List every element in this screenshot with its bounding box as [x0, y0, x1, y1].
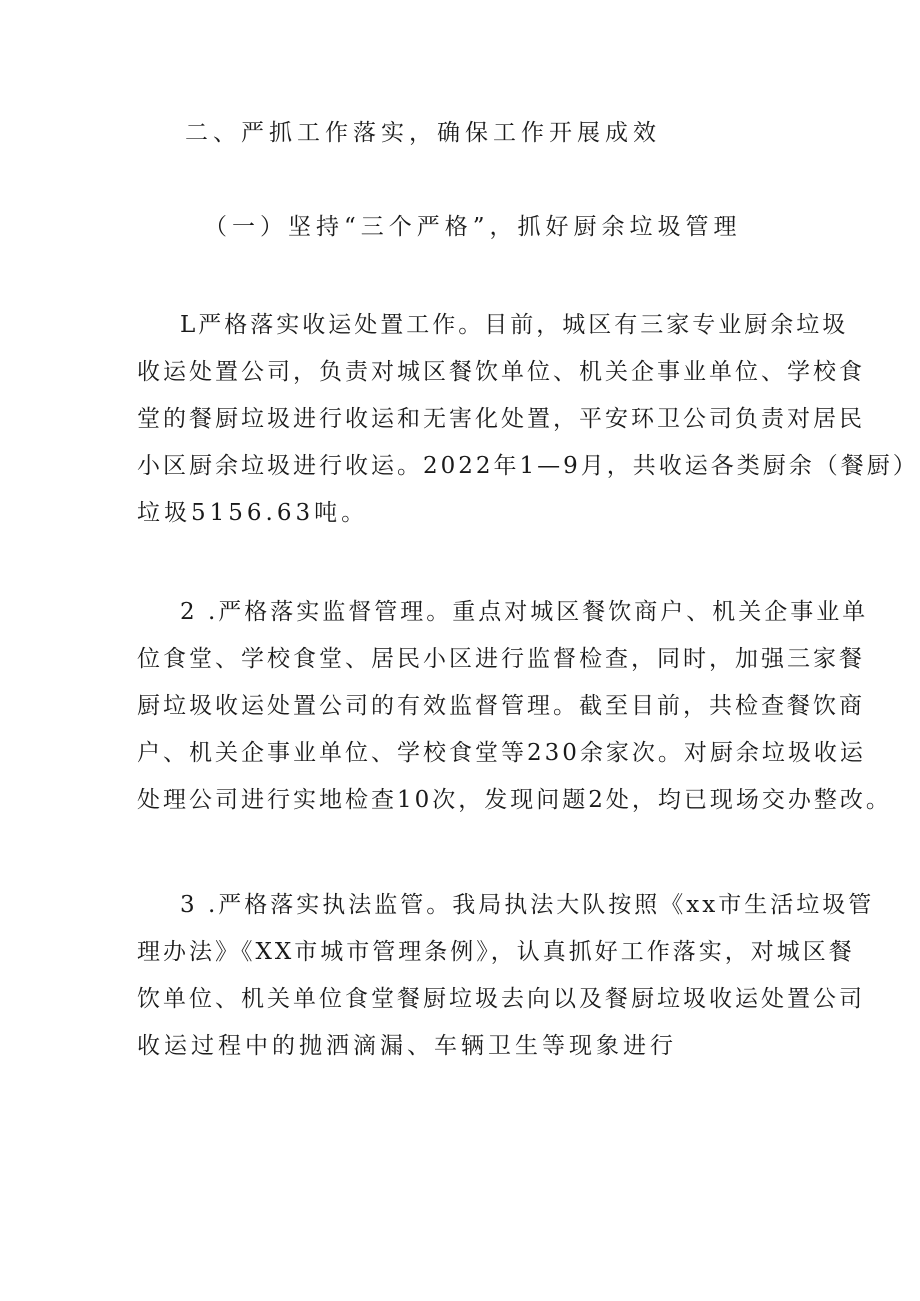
- paragraph-line: 收运过程中的抛洒滴漏、车辆卫生等现象进行: [137, 1033, 677, 1059]
- paragraph-line: 位食堂、学校食堂、居民小区进行监督检查，同时，加强三家餐: [137, 646, 865, 672]
- paragraph-line: 理办法》《XX市城市管理条例》，认真抓好工作落实，对城区餐: [137, 939, 855, 965]
- paragraph-line: 2 .严格落实监督管理。重点对城区餐饮商户、机关企事业单: [180, 599, 869, 625]
- paragraph-line: 户、机关企事业单位、学校食堂等230余家次。对厨余垃圾收运: [137, 740, 866, 766]
- paragraph-line: 厨垃圾收运处置公司的有效监督管理。截至目前，共检查餐饮商: [137, 693, 865, 719]
- paragraph-line: 堂的餐厨垃圾进行收运和无害化处置，平安环卫公司负责对居民: [137, 406, 865, 432]
- section-heading: 二、严抓工作落实，确保工作开展成效: [185, 120, 661, 146]
- paragraph-line: 小区厨余垃圾进行收运。2022年1—9月，共收运各类厨余（餐厨）: [137, 453, 919, 479]
- paragraph-line: 饮单位、机关单位食堂餐厨垃圾去向以及餐厨垃圾收运处置公司: [137, 986, 865, 1012]
- subsection-heading: （一）坚持“三个严格”，抓好厨余垃圾管理: [204, 214, 742, 240]
- paragraph-line: 3 .严格落实执法监管。我局执法大队按照《xx市生活垃圾管: [180, 892, 875, 918]
- paragraph-line: 垃圾5156.63吨。: [137, 500, 369, 526]
- paragraph-line: 处理公司进行实地检查10次，发现问题2处，均已现场交办整改。: [137, 787, 892, 813]
- paragraph-line: L严格落实收运处置工作。目前，城区有三家专业厨余垃圾: [180, 312, 849, 338]
- paragraph-line: 收运处置公司，负责对城区餐饮单位、机关企事业单位、学校食: [137, 359, 865, 385]
